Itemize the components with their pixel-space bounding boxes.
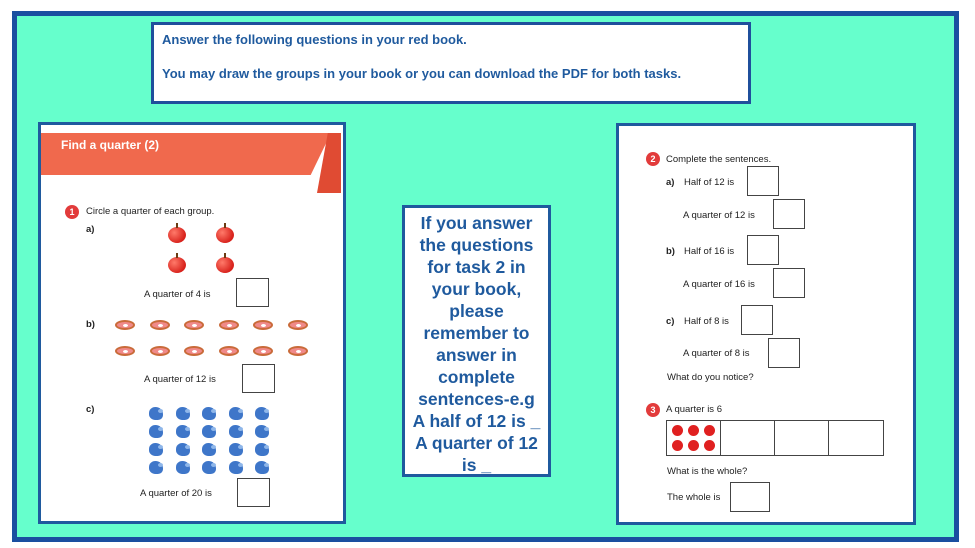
answer-box-a[interactable]: [236, 278, 269, 307]
donut-icon: [253, 320, 273, 330]
donut-icon: [219, 320, 239, 330]
part-a-label: a): [666, 177, 675, 188]
whole-sentence: The whole is: [667, 492, 721, 503]
reminder-line: your book,: [431, 279, 522, 299]
part-b-label: b): [666, 246, 675, 257]
reminder-line: If you answer: [420, 213, 533, 233]
answer-box-half-8[interactable]: [741, 305, 773, 335]
donut-icon: [115, 320, 135, 330]
instruction-line-2: You may draw the groups in your book or you can download the PDF for both tasks.: [162, 66, 682, 81]
bird-icon: [176, 443, 190, 456]
donut-icon: [150, 320, 170, 330]
question-number-2: 2: [646, 152, 660, 166]
bird-icon: [149, 461, 163, 474]
counter-icon: [672, 440, 683, 451]
donut-icon: [150, 346, 170, 356]
bird-icon: [202, 425, 216, 438]
donut-icon: [288, 346, 308, 356]
reminder-note: [402, 205, 551, 477]
bird-icon: [176, 407, 190, 420]
counter-icon: [704, 425, 715, 436]
donut-icon: [288, 320, 308, 330]
bird-icon: [202, 407, 216, 420]
part-c-sentence: A quarter of 20 is: [140, 488, 212, 499]
bar-model-part-empty: [721, 421, 775, 455]
bar-model-part-empty: [829, 421, 883, 455]
counter-icon: [688, 440, 699, 451]
reminder-line: answer in: [436, 345, 517, 365]
bird-icon: [202, 443, 216, 456]
part-b-label: b): [86, 319, 95, 330]
question-2-prompt: Complete the sentences.: [666, 154, 772, 165]
part-a-sentence: A quarter of 4 is: [144, 289, 211, 300]
bird-icon: [255, 443, 269, 456]
bird-icon: [229, 425, 243, 438]
counter-icon: [704, 440, 715, 451]
reminder-line: is _: [461, 455, 492, 475]
answer-box-quarter-16[interactable]: [773, 268, 805, 298]
reminder-line: please: [449, 301, 504, 321]
half-of-12-sentence: Half of 12 is: [684, 177, 735, 188]
bird-icon: [176, 461, 190, 474]
answer-box-quarter-12[interactable]: [773, 199, 805, 229]
apple-icon: [216, 257, 234, 273]
answer-box-c[interactable]: [237, 478, 270, 507]
bar-model: [666, 420, 884, 456]
question-number-1: 1: [65, 205, 79, 219]
bird-icon: [229, 461, 243, 474]
reminder-line: the questions: [419, 235, 534, 255]
answer-box-b[interactable]: [242, 364, 275, 393]
donut-icon: [184, 346, 204, 356]
part-c-label: c): [86, 404, 95, 415]
bird-icon: [149, 407, 163, 420]
question-number-3: 3: [646, 403, 660, 417]
part-a-label: a): [86, 224, 95, 235]
half-of-8-sentence: Half of 8 is: [684, 316, 729, 327]
notice-question: What do you notice?: [667, 372, 754, 383]
reminder-line: remember to: [423, 323, 530, 343]
answer-box-quarter-8[interactable]: [768, 338, 800, 368]
apple-icon: [216, 227, 234, 243]
half-of-16-sentence: Half of 16 is: [684, 246, 735, 257]
donut-icon: [253, 346, 273, 356]
part-c-label: c): [666, 316, 675, 327]
bird-icon: [202, 461, 216, 474]
question-3-prompt: A quarter is 6: [666, 404, 722, 415]
worksheet-page-complete-sentences: [616, 123, 916, 525]
bar-model-part-filled: [667, 421, 721, 455]
bar-model-part-empty: [775, 421, 829, 455]
quarter-of-16-sentence: A quarter of 16 is: [683, 279, 755, 290]
answer-box-half-16[interactable]: [747, 235, 779, 265]
instruction-line-1: Answer the following questions in your red book.: [162, 32, 467, 47]
apple-icon: [168, 257, 186, 273]
part-b-sentence: A quarter of 12 is: [144, 374, 216, 385]
quarter-of-12-sentence: A quarter of 12 is: [683, 210, 755, 221]
answer-box-whole[interactable]: [730, 482, 770, 512]
reminder-line: sentences-e.g: [418, 389, 535, 409]
bird-icon: [229, 443, 243, 456]
bird-icon: [255, 425, 269, 438]
bird-icon: [255, 461, 269, 474]
question-1-prompt: Circle a quarter of each group.: [86, 206, 215, 217]
answer-box-half-12[interactable]: [747, 166, 779, 196]
instructions-box: [151, 22, 751, 104]
counter-icon: [672, 425, 683, 436]
whole-question: What is the whole?: [667, 466, 748, 477]
reminder-line: for task 2 in: [427, 257, 526, 277]
bird-icon: [149, 425, 163, 438]
donut-icon: [219, 346, 239, 356]
bird-icon: [255, 407, 269, 420]
donut-icon: [115, 346, 135, 356]
reminder-line: A quarter of 12: [415, 433, 538, 453]
bird-icon: [176, 425, 190, 438]
apple-icon: [168, 227, 186, 243]
bird-icon: [149, 443, 163, 456]
reminder-line: A half of 12 is _: [412, 411, 541, 431]
reminder-line: complete: [438, 367, 515, 387]
quarter-of-8-sentence: A quarter of 8 is: [683, 348, 750, 359]
worksheet-page-find-a-quarter: [38, 122, 346, 524]
banner-title: Find a quarter (2): [61, 138, 160, 152]
bird-icon: [229, 407, 243, 420]
donut-icon: [184, 320, 204, 330]
counter-icon: [688, 425, 699, 436]
